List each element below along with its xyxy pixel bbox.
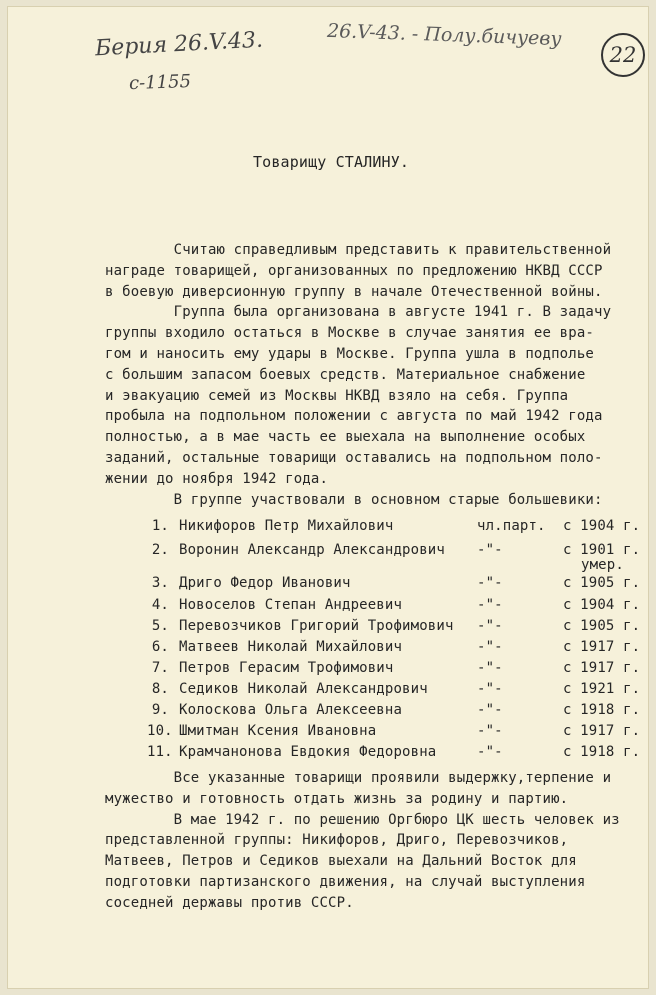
member-since: с 1918 г. — [563, 702, 641, 718]
member-name: Петров Герасим Трофимович — [179, 660, 394, 676]
member-num: 6. — [151, 639, 169, 655]
member-party: чл.парт. — [477, 518, 546, 534]
text-line: полностью, а в мае часть ее выехала на выполнение особых — [105, 429, 586, 446]
member-party: -"- — [477, 542, 503, 558]
text-line: В мае 1942 г. по решению Оргбюро ЦК шесть человек из — [105, 811, 620, 828]
member-since: с 1905 г. — [563, 618, 641, 634]
member-party: -"- — [477, 597, 503, 613]
text-line: мужество и готовность отдать жизнь за родину и партию. — [105, 790, 569, 807]
member-num: 4. — [151, 597, 169, 613]
member-party: -"- — [477, 660, 503, 676]
text-line: соседней державы против СССР. — [105, 894, 354, 911]
text-line: Все указанные товарищи проявили выдержку,терпение и — [105, 770, 612, 786]
member-row — [147, 681, 641, 701]
member-since: с 1901 г. — [563, 542, 641, 558]
member-party: -"- — [477, 702, 503, 718]
member-row — [147, 660, 641, 680]
member-party: -"- — [477, 723, 503, 739]
text-line: группы входило остаться в Москве в случае занятия ее вра- — [105, 325, 594, 342]
text-line: заданий, остальные товарищи оставались на подпольном поло- — [105, 450, 603, 466]
member-num: 7. — [151, 660, 169, 676]
text-line: Группа была организована в августе 1941 г. В задачу — [105, 304, 612, 321]
member-num: 5. — [151, 618, 169, 634]
member-since: с 1921 г. — [563, 681, 641, 697]
member-row — [147, 518, 641, 538]
member-note: умер. — [581, 557, 624, 573]
text-line: подготовки партизанского движения, на случай выступления — [105, 874, 586, 890]
member-row — [147, 744, 641, 764]
text-line: и эвакуацию семей из Москвы НКВД взяло на себя. Группа — [105, 387, 569, 404]
handwritten-number: с-1155 — [128, 70, 192, 95]
text-line: с большим запасом боевых средств. Материальное снабжение — [105, 366, 586, 383]
member-name: Перевозчиков Григорий Трофимович — [179, 618, 454, 634]
member-row — [147, 542, 641, 573]
member-name: Колоскова Ольга Алексеевна — [179, 702, 403, 718]
document-page — [7, 6, 649, 989]
page-number-mark: 22 — [601, 33, 645, 77]
text-line: награде товарищей, организованных по предложению НКВД СССР — [105, 262, 603, 279]
text-line: пробыла на подпольном положении с августа по май 1942 года — [105, 408, 603, 425]
text-line: гом и наносить ему удары в Москве. Группа ушла в подполье — [105, 346, 594, 362]
member-name: Крамчанонова Евдокия Федоровна — [179, 744, 437, 760]
member-num: 3. — [151, 575, 169, 591]
member-since: с 1904 г. — [563, 597, 641, 613]
text-line: жении до ноября 1942 года. — [105, 470, 329, 487]
member-name: Шмитман Ксения Ивановна — [179, 723, 377, 739]
member-name: Новоселов Степан Андреевич — [179, 597, 403, 613]
member-since: с 1918 г. — [563, 744, 641, 760]
handwritten-note: 26.V-43. - Полу.бичуеву — [326, 19, 562, 51]
document-title: Товарищу СТАЛИНУ. — [253, 153, 410, 171]
member-since: с 1917 г. — [563, 639, 641, 655]
member-since: с 1917 г. — [563, 723, 641, 739]
member-row — [147, 575, 641, 595]
handwritten-resolution: Берия 26.V.43. — [94, 27, 264, 62]
member-num: 1. — [151, 518, 169, 534]
member-num: 9. — [151, 702, 169, 718]
member-num: 10. — [147, 723, 173, 739]
member-since: с 1917 г. — [563, 660, 641, 676]
member-party: -"- — [477, 639, 503, 655]
member-name: Матвеев Николай Михайлович — [179, 639, 403, 655]
member-name: Никифоров Петр Михайлович — [179, 518, 394, 534]
member-row — [147, 597, 641, 617]
member-party: -"- — [477, 575, 503, 591]
member-name: Воронин Александр Александрович — [179, 542, 445, 558]
member-since: с 1904 г. — [563, 518, 641, 534]
text-line: Считаю справедливым представить к правительственной — [105, 242, 612, 258]
member-row — [147, 639, 641, 659]
member-row — [147, 618, 641, 638]
member-row — [147, 723, 641, 743]
text-line: В группе участвовали в основном старые большевики: — [105, 491, 603, 508]
member-num: 8. — [151, 681, 169, 697]
text-line: представленной группы: Никифоров, Дриго, Перевозчиков, — [105, 832, 569, 849]
text-line: Матвеев, Петров и Седиков выехали на Дальний Восток для — [105, 853, 577, 870]
member-row — [147, 702, 641, 722]
member-since: с 1905 г. — [563, 575, 641, 591]
text-line: в боевую диверсионную группу в начале Отечественной войны. — [105, 283, 603, 300]
member-name: Дриго Федор Иванович — [179, 575, 351, 591]
member-num: 2. — [151, 542, 169, 558]
member-party: -"- — [477, 618, 503, 634]
member-party: -"- — [477, 681, 503, 697]
member-num: 11. — [147, 744, 173, 760]
member-name: Седиков Николай Александрович — [179, 681, 428, 697]
member-party: -"- — [477, 744, 503, 760]
